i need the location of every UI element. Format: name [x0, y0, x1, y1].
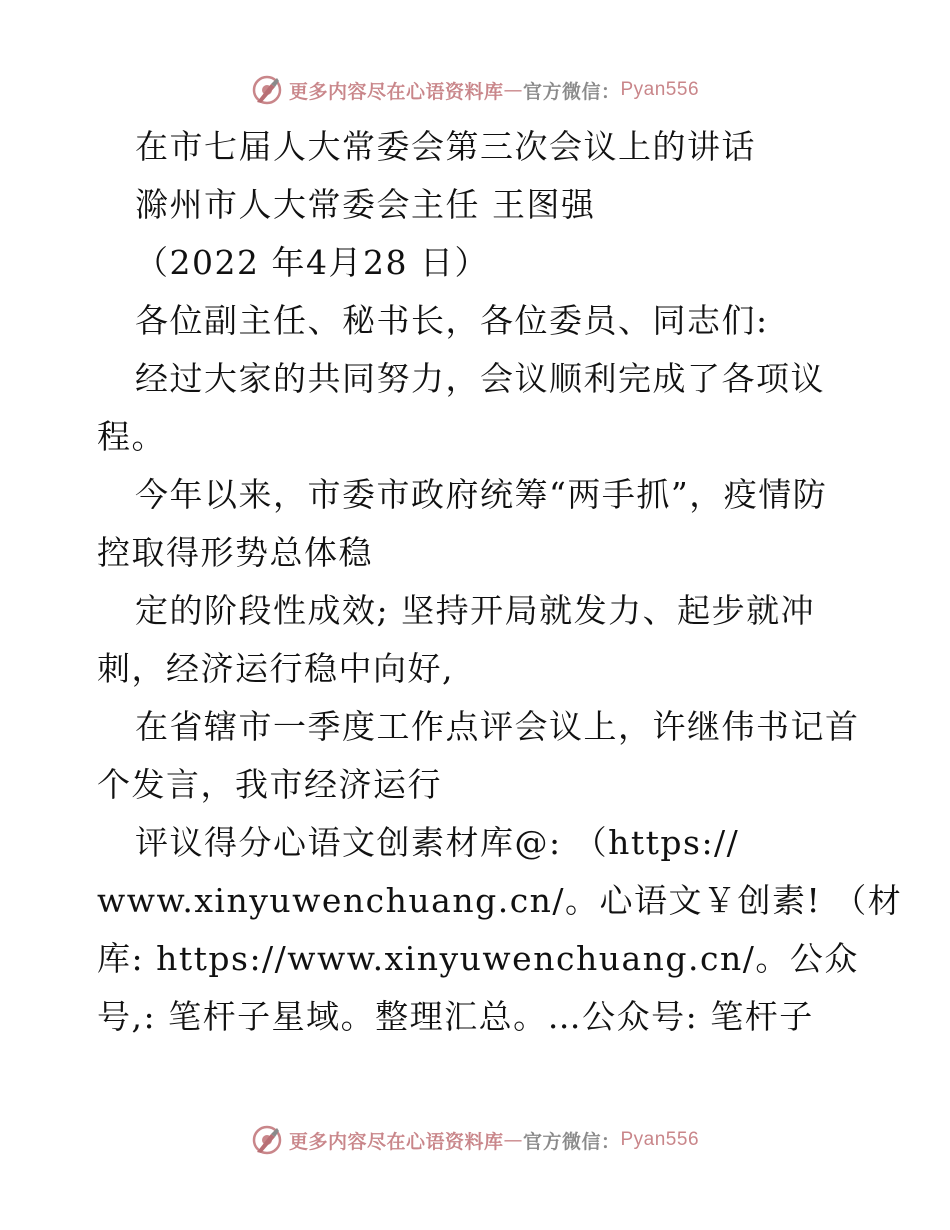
banner-main-text: 更多内容尽在心语资料库 [288, 1130, 504, 1153]
body-line: 程。 [97, 417, 166, 456]
banner-wechat-label: 官方微信： [522, 80, 621, 103]
document-salutation: 各位副主任、秘书长，各位委员、同志们: [135, 301, 769, 340]
header-watermark-banner [0, 70, 950, 110]
quill-seal-icon [251, 74, 283, 106]
quill-seal-icon [251, 1124, 283, 1156]
footer-watermark-banner [0, 1120, 950, 1160]
body-line: 在省辖市一季度工作点评会议上，许继伟书记首 [135, 707, 860, 746]
body-line: 库: https://www.xinyuwenchuang.cn/。公众 [97, 939, 859, 978]
banner-wechat-id: Pyan556 [620, 1129, 700, 1150]
banner-dash: — [503, 79, 523, 101]
body-line: 控取得形势总体稳 [97, 533, 373, 572]
body-line: www.xinyuwenchuang.cn/。心语文￥创素! （材 [97, 881, 903, 920]
body-line: 评议得分心语文创素材库@: （https:// [135, 823, 740, 862]
body-line: 刺，经济运行稳中向好, [97, 649, 454, 688]
banner-dash: — [503, 1129, 523, 1151]
document-title: 在市七届人大常委会第三次会议上的讲话 [135, 127, 756, 166]
banner-main-text: 更多内容尽在心语资料库 [288, 80, 504, 103]
body-line: 今年以来，市委市政府统筹“两手抓”，疫情防 [135, 475, 828, 514]
body-line: 定的阶段性成效; 坚持开局就发力、起步就冲 [135, 591, 816, 630]
body-line: 经过大家的共同努力，会议顺利完成了各项议 [135, 359, 825, 398]
document-body [97, 118, 903, 1046]
document-date: （2022 年4月28 日） [135, 243, 489, 282]
body-line: 号,: 笔杆子星域。整理汇总。…公众号: 笔杆子 [97, 997, 814, 1036]
banner-wechat-id: Pyan556 [620, 79, 700, 100]
banner-wechat-label: 官方微信： [522, 1130, 621, 1153]
document-author: 滁州市人大常委会主任 王图强 [135, 185, 596, 224]
body-line: 个发言，我市经济运行 [97, 765, 442, 804]
